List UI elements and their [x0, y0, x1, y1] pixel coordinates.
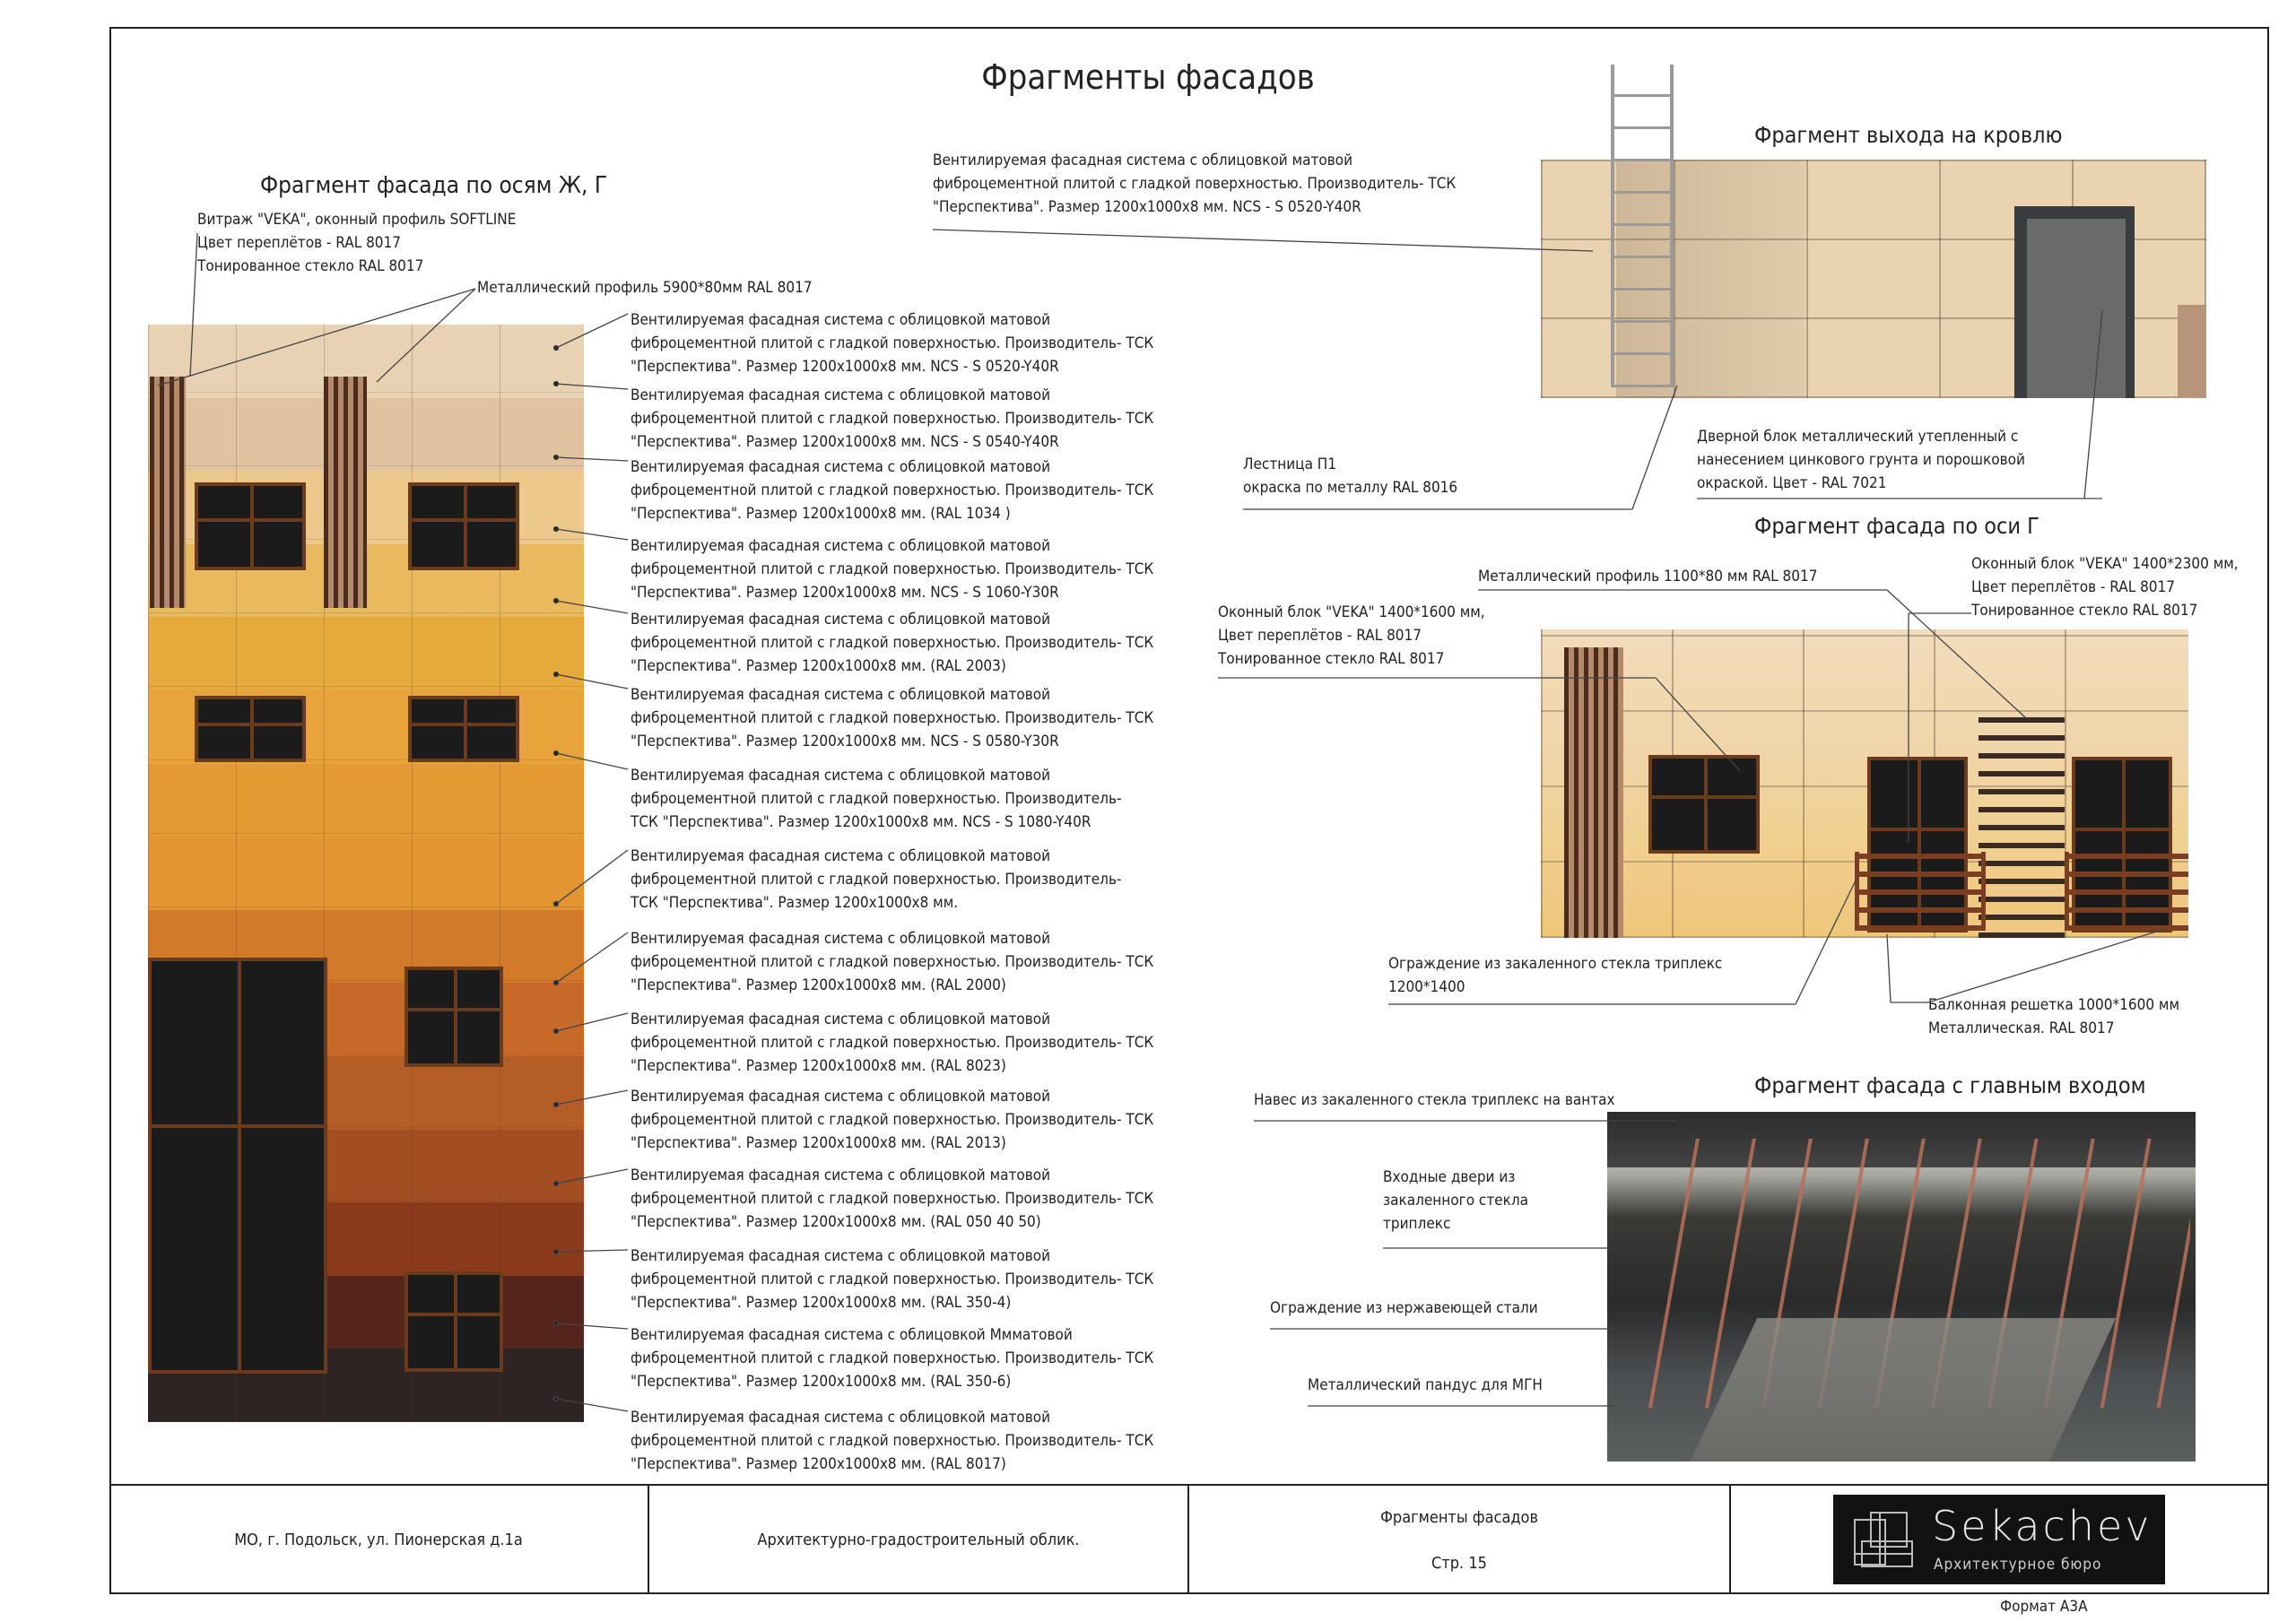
callout-dot [554, 1322, 559, 1326]
callout-dot [554, 382, 559, 386]
left-facade-heading: Фрагмент фасада по осям Ж, Г [260, 172, 608, 199]
studio-logo [1833, 1495, 2165, 1584]
callout-leader [556, 674, 628, 689]
callout-leader [556, 1323, 628, 1329]
callout-leader [556, 457, 628, 461]
format-label: Формат А3А [2000, 1598, 2088, 1616]
callout-leader [556, 314, 628, 348]
callout-dot [554, 599, 559, 603]
sheet-name: Фрагменты фасадов [1379, 1507, 1539, 1527]
logo-subtitle: Архитектурное бюро [1934, 1556, 2102, 1574]
callout-dot [554, 1397, 559, 1401]
cladding-callout: Вентилируемая фасадная система с облицовкой матовой фиброцементной плитой с гладкой поверхностью. Производитель- ТСК "Перспектива". Размер 1200x1000x8 мм. (RAL 1034 ) [631, 458, 1154, 523]
cladding-callout: Вентилируемая фасадная система с облицовкой матовой фиброцементной плитой с гладкой поверхностью. Производитель- ТСК "Перспектива". Размер 1200x1000x8 мм. NCS - S 0580-Y30R [631, 686, 1154, 750]
cladding-callout: Вентилируемая фасадная система с облицовкой матовой фиброцементной плитой с гладкой поверхностью. Производитель- ТСК "Перспектива". Размер 1200x1000x8 мм. (RAL 2003) [631, 611, 1154, 675]
cladding-callout: Вентилируемая фасадная система с облицовкой матовой фиброцементной плитой с гладкой поверхностью. Производитель- ТСК "Перспектива". Размер 1200x1000x8 мм. (RAL 2000) [631, 930, 1154, 994]
callout-dot [554, 455, 559, 460]
cladding-callout: Вентилируемая фасадная система с облицовкой матовой фиброцементной плитой с гладкой поверхностью. Производитель- ТСК "Перспектива". Размер 1200x1000x8 мм. (RAL 350-4) [631, 1247, 1154, 1312]
cladding-callout: Вентилируемая фасадная система с облицовкой матовой фиброцементной плитой с гладкой поверхностью. Производитель- ТСК "Перспектива". Размер 1200x1000x8 мм. (RAL 050 40 50) [631, 1167, 1154, 1231]
cladding-callout: Вентилируемая фасадная система с облицовкой матовой фиброцементной плитой с гладкой поверхностью. Производитель- ТСК "Перспектива". Размер 1200x1000x8 мм. NCS - S 0520-Y40R [631, 311, 1154, 376]
logo-name: Sekachev [1932, 1502, 2152, 1550]
callout-leader [556, 932, 628, 983]
axis-g-heading: Фрагмент фасада по оси Г [1754, 513, 2039, 539]
profile-note: Металлический профиль 5900*80мм RAL 8017 [477, 279, 813, 297]
callout-dot [554, 527, 559, 532]
roof-cladding-note: Вентилируемая фасадная система с облицовкой матовой фиброцементной плитой с гладкой поверхностью. Производитель- ТСК "Перспектива". Размер 1200x1000x8 мм. NCS - S 0520-Y40R [933, 152, 1457, 216]
callout-dot [554, 751, 559, 756]
cladding-callout: Вентилируемая фасадная система с облицовкой Ммматовой фиброцементной плитой с гладкой поверхностью. Производитель- ТСК "Перспектива". Размер 1200x1000x8 мм. (RAL 350-6) [631, 1326, 1154, 1391]
callout-dot [554, 346, 559, 351]
cladding-callout: Вентилируемая фасадная система с облицовкой матовой фиброцементной плитой с гладкой поверхностью. Производитель- ТСК "Перспектива". Размер 1200x1000x8 мм. (RAL 2013) [631, 1088, 1154, 1152]
logo-mark-icon [1844, 1500, 1925, 1581]
cladding-callout: Вентилируемая фасадная система с облицовкой матовой фиброцементной плитой с гладкой поверхностью. Производитель- ТСК "Перспектива". Размер 1200x1000x8 мм. (RAL 8017) [631, 1409, 1154, 1473]
callout-dot [554, 672, 559, 677]
main-entrance-heading: Фрагмент фасада с главным входом [1754, 1072, 2146, 1098]
callout-leader [556, 601, 628, 613]
callout-dot [554, 902, 559, 906]
callout-dot [554, 1029, 559, 1034]
title-block-sheet [1189, 1486, 1731, 1594]
callout-leader [556, 850, 628, 904]
callout-leader [556, 753, 628, 769]
callout-leader [556, 1250, 628, 1252]
page-number: Стр. 15 [1431, 1553, 1487, 1573]
title-block-address: МО, г. Подольск, ул. Пионерская д.1а [109, 1486, 649, 1594]
page-title: Фрагменты фасадов [981, 57, 1315, 97]
entrance-doors-note: Входные двери из закаленного стекла триплекс [1383, 1168, 1529, 1233]
callout-dot [554, 1103, 559, 1107]
cladding-callout: Вентилируемая фасадная система с облицовкой матовой фиброцементной плитой с гладкой поверхностью. Производитель- ТСК "Перспектива". Размер 1200x1000x8 мм. NCS - S 1060-Y30R [631, 537, 1154, 602]
callout-leader [556, 1090, 628, 1105]
callout-dot [554, 1250, 559, 1254]
window-large-note: Оконный блок "VEKA" 1400*2300 мм, Цвет переплётов - RAL 8017 Тонированное стекло RAL 8017 [1971, 555, 2239, 620]
railing-note: Ограждение из нержавеющей стали [1270, 1299, 1538, 1317]
callout-dot [554, 1182, 559, 1186]
callout-dot [554, 981, 559, 985]
canopy-note: Навес из закаленного стекла триплекс на вантах [1254, 1091, 1615, 1109]
ramp-note: Металлический пандус для МГН [1308, 1376, 1543, 1394]
glass-fence-note: Ограждение из закаленного стекла триплекс 1200*1400 [1388, 955, 1723, 996]
callout-leader [556, 1399, 628, 1411]
cladding-callout: Вентилируемая фасадная система с облицовкой матовой фиброцементной плитой с гладкой поверхностью. Производитель- ТСК "Перспектива". Размер 1200x1000x8 мм. NCS - S 0540-Y40R [631, 386, 1154, 451]
cladding-callout: Вентилируемая фасадная система с облицовкой матовой фиброцементной плитой с гладкой поверхностью. Производитель- ТСК "Перспектива". Размер 1200x1000x8 мм. NCS - S 1080-Y40R [631, 767, 1122, 831]
balcony-note: Балконная решетка 1000*1600 мм Металлическая. RAL 8017 [1928, 996, 2179, 1037]
callout-leader [556, 1013, 628, 1031]
callout-leader [556, 529, 628, 540]
cladding-callout: Вентилируемая фасадная система с облицовкой матовой фиброцементной плитой с гладкой поверхностью. Производитель- ТСК "Перспектива". Размер 1200x1000x8 мм. [631, 847, 1122, 912]
ladder-note: Лестница П1 окраска по металлу RAL 8016 [1243, 455, 1458, 497]
callout-leader [556, 1169, 628, 1184]
callout-leader [556, 384, 628, 389]
roof-exit-heading: Фрагмент выхода на кровлю [1754, 122, 2063, 148]
cladding-callout: Вентилируемая фасадная система с облицовкой матовой фиброцементной плитой с гладкой поверхностью. Производитель- ТСК "Перспектива". Размер 1200x1000x8 мм. (RAL 8023) [631, 1010, 1154, 1075]
vitrage-note: Витраж "VEKA", оконный профиль SOFTLINE Цвет переплётов - RAL 8017 Тонированное стекло RAL 8017 [197, 211, 517, 275]
title-block-section: Архитектурно-градостроительный облик. [649, 1486, 1189, 1594]
door-note: Дверной блок металлический утепленный с нанесением цинкового грунта и порошковой окраской. Цвет - RAL 7021 [1697, 428, 2025, 492]
axis-g-profile-note: Металлический профиль 1100*80 мм RAL 8017 [1478, 568, 1818, 585]
window-small-note: Оконный блок "VEKA" 1400*1600 мм, Цвет переплётов - RAL 8017 Тонированное стекло RAL 8017 [1218, 603, 1485, 668]
